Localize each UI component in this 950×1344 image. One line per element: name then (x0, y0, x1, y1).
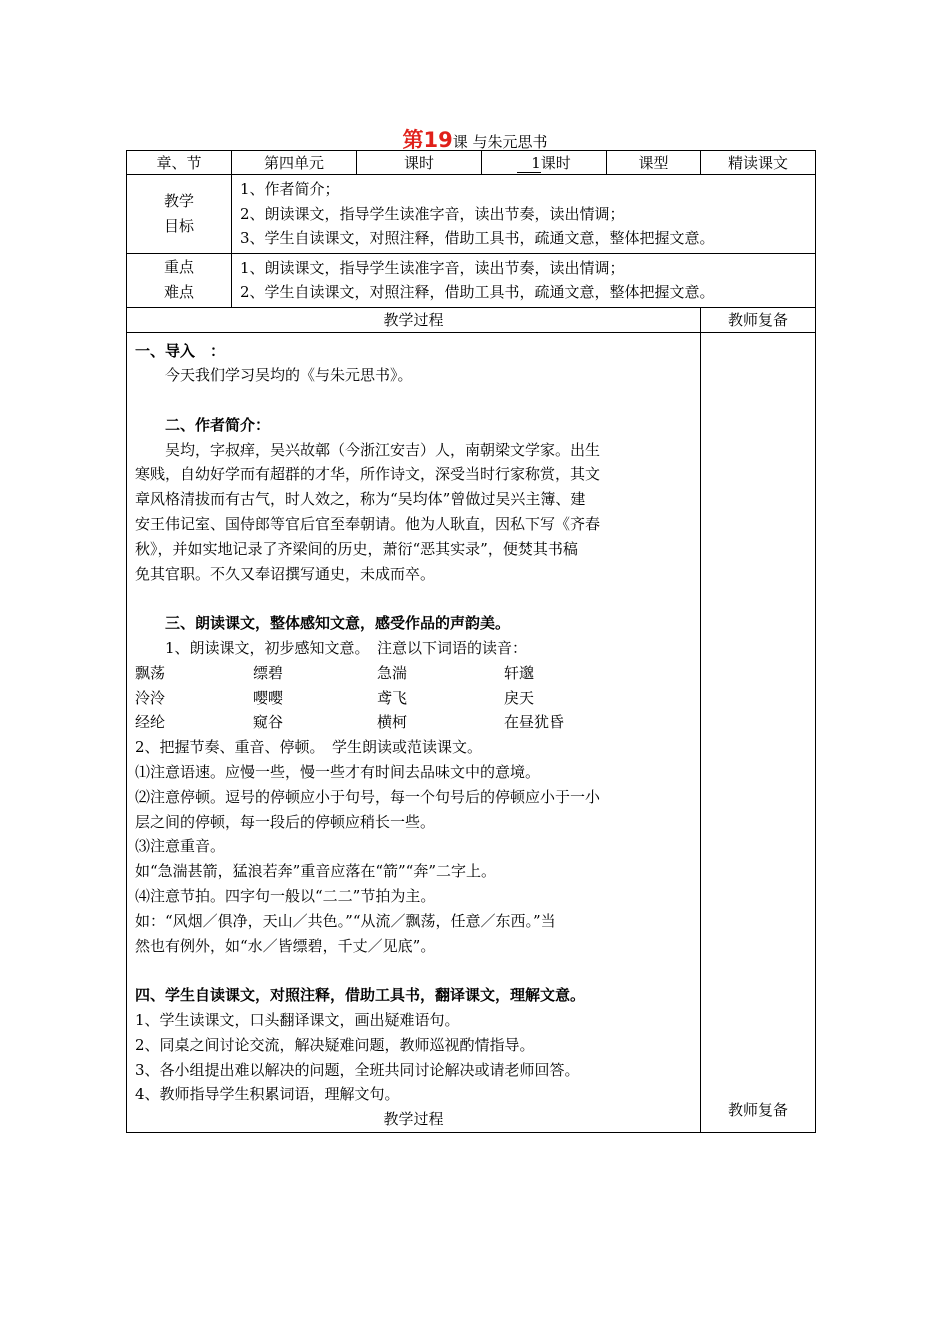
reading-intro: 1、朗读课文，初步感知文意。 注意以下词语的读音： (165, 639, 528, 658)
vocab-word: 鸢飞 (377, 688, 408, 707)
translate-line: 2、同桌之间讨论交流，解决疑难问题，教师巡视酌情指导。 (135, 1035, 535, 1054)
keypoints-label-1: 重点 (163, 258, 194, 276)
process-row (127, 332, 816, 1133)
goals-label (127, 175, 232, 254)
process-header-row (127, 307, 816, 332)
translate-line: 3、各小组提出难以解决的问题，全班共同讨论解决或请老师回答。 (135, 1060, 580, 1079)
reading-line: 如：“风烟／俱净，天山／共色。”“从流／飘荡，任意／东西。”当 (135, 911, 556, 930)
section-translate-title: 四、学生自读课文，对照注释，借助工具书，翻译课文，理解文意。 (135, 986, 586, 1005)
vocab-word: 嘤嘤 (253, 688, 284, 707)
vocab-word: 经纶 (135, 713, 166, 732)
hours-unit: 课时 (540, 154, 571, 172)
review-header: 教师复备 (701, 307, 816, 332)
goals-label-2: 目标 (163, 216, 194, 235)
process-content (127, 332, 701, 1133)
title-prefix: 第 (402, 128, 424, 152)
keypoint-item: 2、学生自读课文，对照注释，借助工具书，疏通文意，整体把握文意。 (240, 283, 715, 301)
goals-list (232, 175, 816, 254)
vocab-word: 急湍 (377, 663, 408, 682)
author-line: 寒贱，自幼好学而有超群的才华，所作诗文，深受当时行家称赏，其文 (135, 465, 601, 484)
title-number: 19 (423, 128, 453, 152)
reading-line: 层之间的停顿，每一段后的停顿应稍长一些。 (135, 812, 436, 831)
vocab-word: 轩邈 (504, 663, 535, 682)
section-author-title: 二、作者简介： (165, 415, 271, 434)
keypoints-row (127, 253, 816, 307)
keypoints-label-2: 难点 (163, 283, 194, 301)
chapter-label: 章、节 (127, 151, 232, 175)
author-line: 秋》，并如实地记录了齐梁间的历史，萧衍“恶其实录”，便焚其书稿 (135, 539, 578, 558)
hours-label: 课时 (357, 151, 482, 175)
reading-line: ⑴注意语速。应慢一些，慢一些才有时间去品味文中的意境。 (135, 763, 541, 782)
review-footer: 教师复备 (727, 1101, 788, 1119)
goal-item: 2、朗读课文，指导学生读准字音，读出节奏，读出情调； (240, 204, 625, 223)
keypoints-list (232, 253, 816, 307)
type-value: 精读课文 (701, 151, 816, 175)
title-suffix: 课 (452, 133, 468, 151)
section-reading-title: 三、朗读课文，整体感知文意，感受作品的声韵美。 (165, 614, 511, 633)
vocab-word: 缥碧 (253, 663, 284, 682)
goals-row (127, 175, 816, 254)
author-line: 免其官职。不久又奉诏撰写通史，未成而卒。 (135, 564, 436, 583)
hours-value: 1 (517, 154, 541, 173)
keypoints-label (127, 253, 232, 307)
goal-item: 3、学生自读课文，对照注释，借助工具书，疏通文意，整体把握文意。 (240, 229, 715, 247)
review-column (701, 332, 816, 1133)
reading-line: 然也有例外，如“水／皆缥碧，千丈／见底”。 (135, 936, 436, 955)
goal-item: 1、作者简介； (240, 180, 340, 198)
author-line: 吴均，字叔痒，吴兴故鄣（今浙江安吉）人，南朝梁文学家。出生 (165, 440, 601, 459)
section-intro-text: 今天我们学习吴均的《与朱元思书》。 (165, 366, 413, 385)
process-footer: 教学过程 (383, 1110, 444, 1129)
vocab-word: 窥谷 (253, 713, 284, 732)
vocab-word: 在昼犹昏 (504, 713, 565, 732)
section-intro-title: 一、导入 ： (135, 341, 226, 360)
reading-line: ⑷注意节拍。四字句一般以“二二”节拍为主。 (135, 887, 436, 906)
author-line: 安王伟记室、国侍郎等官后官至奉朝请。他为人耿直，因私下写《齐春 (135, 515, 601, 534)
reading-line: 如“急湍甚箭，猛浪若奔”重音应落在“箭”“奔”二字上。 (135, 862, 497, 881)
vocab-word: 泠泠 (135, 688, 166, 707)
process-header: 教学过程 (127, 307, 701, 332)
vocab-word: 横柯 (377, 713, 408, 732)
title-name: 与朱元思书 (472, 133, 548, 151)
lesson-plan-table (126, 150, 816, 1133)
reading-line: ⑵注意停顿。逗号的停顿应小于句号，每一个句号后的停顿应小于一小 (135, 787, 601, 806)
reading-line: ⑶注意重音。 (135, 837, 226, 856)
reading-line: 2、把握节奏、重音、停顿。 学生朗读或范读课文。 (135, 738, 483, 757)
vocab-word: 飘荡 (135, 663, 166, 682)
vocab-word: 戾天 (504, 688, 535, 707)
vocab-grid (135, 661, 692, 735)
header-row (127, 151, 816, 175)
translate-line: 4、教师指导学生积累词语，理解文句。 (135, 1085, 400, 1104)
author-line: 章风格清拔而有古气，时人效之，称为“吴均体”曾做过吴兴主簿、建 (135, 490, 586, 509)
type-label: 课型 (607, 151, 701, 175)
keypoint-item: 1、朗读课文，指导学生读准字音，读出节奏，读出情调； (240, 258, 625, 277)
hours-cell (482, 151, 607, 175)
goals-label-1: 教学 (163, 191, 194, 210)
chapter-value: 第四单元 (232, 151, 357, 175)
translate-line: 1、学生读课文，口头翻译课文，画出疑难语句。 (135, 1011, 460, 1030)
